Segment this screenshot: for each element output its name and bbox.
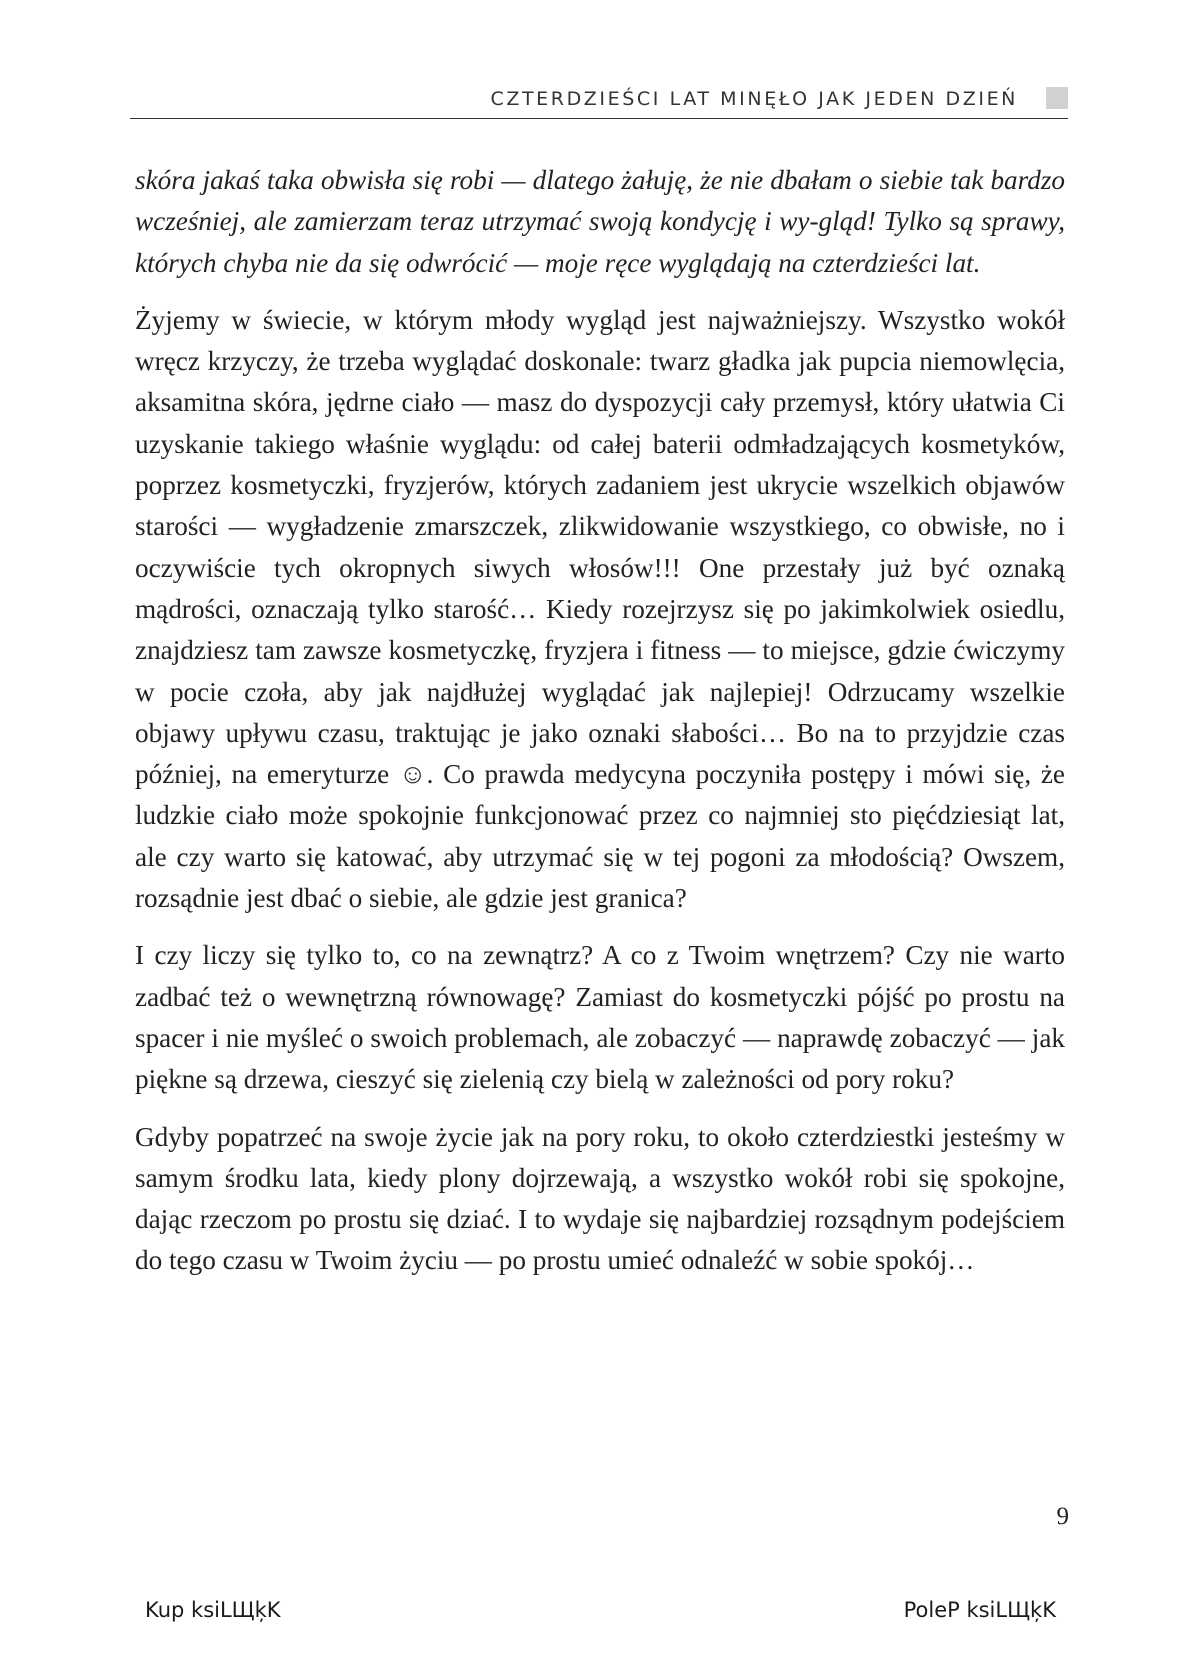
page-number: 9: [1056, 1503, 1069, 1530]
recommend-book-link[interactable]: PoleP ksiLЩķK: [903, 1598, 1056, 1622]
body-paragraph: Żyjemy w świecie, w którym młody wygląd jest najważniejszy. Wszystko wokół wręcz krzyczy, że trzeba wyglądać doskonale: twarz gładka jak pupcia niemowlęcia, aksamitna skóra, jędrne ciało — masz do dyspozycji cały przemysł, który ułatwia Ci uzyskanie takiego właśnie wyglądu: od całej baterii odmładzających kosmetyków, poprzez kosmetyczki, fryzjerów, których zadaniem jest ukrycie wszelkich objawów starości — wygładzenie zmarszczek, zlikwidowanie wszystkiego, co obwisłe, no i oczywiście tych okropnych siwych włosów!!! One przestały już być oznaką mądrości, oznaczają tylko starość… Kiedy rozejrzysz się po jakimkolwiek osiedlu, znajdziesz tam zawsze kosmetyczkę, fryzjera i fitness — to miejsce, gdzie ćwiczymy w pocie czoła, aby jak najdłużej wyglądać jak najlepiej! Odrzucamy wszelkie objawy upływu czasu, traktując je jako oznaki słabości… Bo na to przyjdzie czas później, na emeryturze ☺. Co prawda medycyna poczyniła postępy i mówi się, że ludzkie ciało może spokojnie funkcjonować przez co najmniej sto pięćdziesiąt lat, ale czy warto się katować, aby utrzymać się w tej pogoni za młodością? Owszem, rozsądnie jest dbać o siebie, ale gdzie jest granica?: [135, 304, 1065, 914]
body-paragraph: I czy liczy się tylko to, co na zewnątrz? A co z Twoim wnętrzem? Czy nie warto zadbać też o wewnętrzną równowagę? Zamiast do kosmetyczki pójść po prostu na spacer i nie myśleć o swoich problemach, ale zobaczyć — naprawdę zobaczyć — jak piękne są drzewa, cieszyć się zielenią czy bielą w zależności od pory roku?: [135, 940, 1065, 1095]
running-title: CZTERDZIEŚCI LAT MINĘŁO JAK JEDEN DZIEŃ: [490, 88, 1018, 110]
quoted-paragraph: skóra jakaś taka obwisła się robi — dlatego żałuję, że nie dbałam o siebie tak bardzo wcześniej, ale zamierzam teraz utrzymać swoją kondycję i wy-gląd! Tylko są sprawy, których chyba nie da się odwrócić — moje ręce wyglądają na czterdzieści lat.: [135, 165, 1065, 278]
page-body: [135, 160, 1065, 1298]
buy-book-link[interactable]: Kup ksiLЩķK: [145, 1598, 281, 1622]
body-paragraph: Gdyby popatrzeć na swoje życie jak na pory roku, to około czterdziestki jesteśmy w samym środku lata, kiedy plony dojrzewają, a wszystko wokół robi się spokojne, dając rzeczom po prostu się dziać. I to wydaje się najbardziej rozsądnym podejściem do tego czasu w Twoim życiu — po prostu umieć odnaleźć w sobie spokój…: [135, 1121, 1065, 1276]
header-marker: [1046, 87, 1068, 109]
running-header: [130, 84, 1068, 119]
